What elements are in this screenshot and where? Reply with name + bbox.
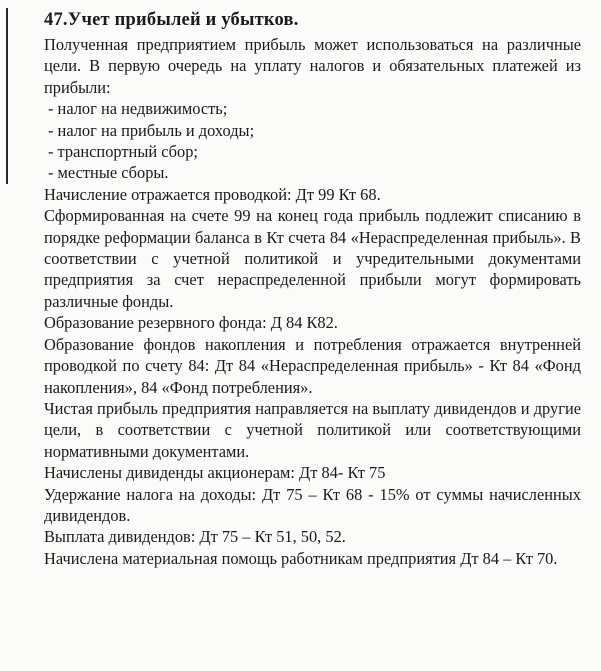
paragraph-net-profit: Чистая прибыль предприятия направляется на выплату дивидендов и другие цели, в соответствии с учетной политикой или соответствующими нормативными документами. xyxy=(44,398,581,461)
list-item: - налог на недвижимость; xyxy=(48,99,228,119)
list-item: - налог на прибыль и доходы; xyxy=(48,120,255,140)
paragraph-tax-withholding: Удержание налога на доходы: Дт 75 – Кт 68 - 15% от суммы начисленных дивидендов. xyxy=(44,484,581,525)
list-item: - транспортный сбор; xyxy=(48,142,198,162)
paragraph-dividends-accrued: Начислены дивиденды акционерам: Дт 84- Кт 75 xyxy=(44,463,386,483)
left-margin-rule xyxy=(6,8,8,184)
paragraph-profit-writeoff: Сформированная на счете 99 на конец года прибыль подлежит списанию в порядке реформации баланса в Кт счета 84 «Нераспределенная прибыль». В соответствии с учетной политикой и учредительными документами предприятия за счет нераспределенной прибыли могут формировать различные фонды. xyxy=(44,206,581,311)
paragraph-accrual-entry: Начисление отражается проводкой: Дт 99 Кт 68. xyxy=(44,184,381,204)
document-body xyxy=(42,34,581,569)
paragraph-intro: Полученная предприятием прибыль может использоваться на различные цели. В первую очередь на уплату налогов и обязательных платежей из прибыли: xyxy=(44,35,581,97)
paragraph-dividends-paid: Выплата дивидендов: Дт 75 – Кт 51, 50, 52. xyxy=(44,527,346,547)
section-title: 47.Учет прибылей и убытков. xyxy=(44,10,299,30)
list-item: - местные сборы. xyxy=(48,163,169,183)
paragraph-reserve-fund: Образование резервного фонда: Д 84 К82. xyxy=(44,313,338,333)
paragraph-funds-formation: Образование фондов накопления и потребления отражается внутренней проводкой по счету 84: Дт 84 «Нераспределенная прибыль» - Кт 84 «Фонд накопления», 84 «Фонд потребления». xyxy=(44,334,581,397)
paragraph-material-aid: Начислена материальная помощь работникам предприятия Дт 84 – Кт 70. xyxy=(44,548,558,568)
tax-list xyxy=(42,98,581,184)
